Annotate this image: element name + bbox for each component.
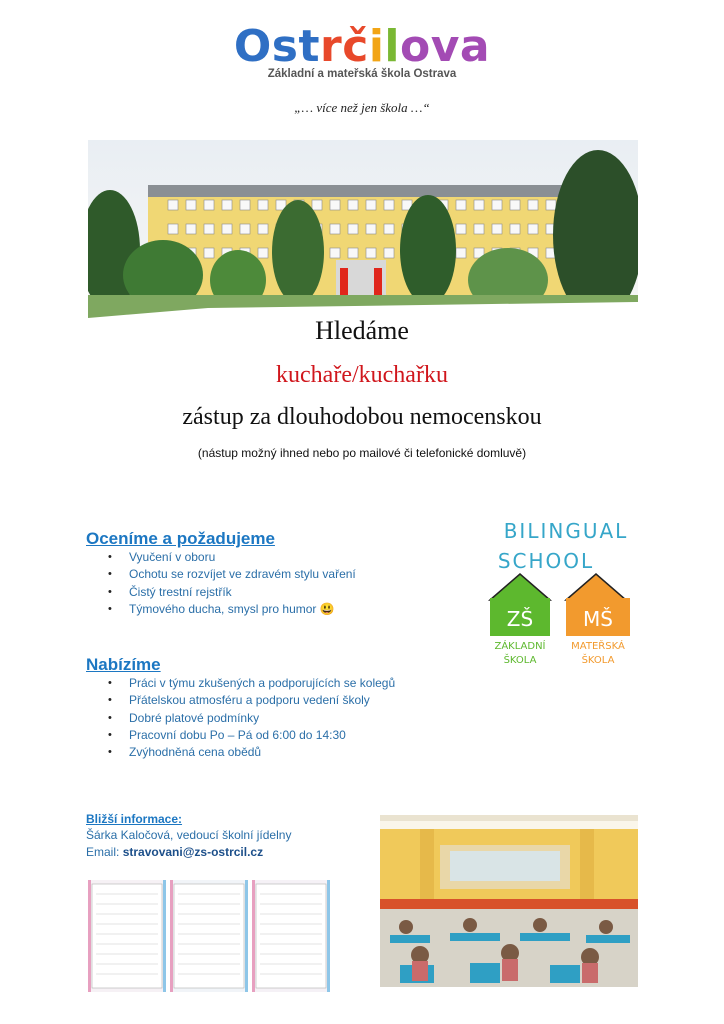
contact-title: Bližší informace:: [86, 812, 183, 826]
email-link[interactable]: stravovani@zs-ostrcil.cz: [122, 845, 264, 859]
badge-ms-label1: MATEŘSKÁ: [571, 641, 625, 652]
badge-bilingual-text: BILINGUAL: [503, 519, 629, 543]
contact-person: Šárka Kaločová, vedoucí školní jídelny: [86, 828, 292, 842]
list-item: • Pracovní dobu Po – Pá od 6:00 do 14:30: [108, 727, 395, 744]
requirements-title: Oceníme a požadujeme: [86, 529, 275, 548]
list-item: • Práci v týmu zkušených a podporujících se kolegů: [108, 675, 395, 692]
logo-letter: v: [430, 21, 460, 72]
headline-seeking: Hledáme: [315, 316, 409, 345]
school-building-photo: [88, 140, 638, 323]
canteen-photo: [380, 815, 638, 987]
logo-letter: o: [400, 21, 431, 72]
headline-position: kuchaře/kuchařku: [276, 362, 448, 388]
logo-letter: i: [368, 21, 385, 72]
logo-letter: O: [233, 21, 272, 72]
logo-letter: s: [271, 21, 299, 72]
logo-letter: č: [342, 21, 369, 72]
logo-wordmark: [0, 22, 724, 72]
logo-subtitle: Základní a mateřská škola Ostrava: [267, 68, 457, 80]
motto: „… více než jen škola …“: [294, 100, 430, 115]
list-item: • Ochotu se rozvíjet ve zdravém stylu vaření: [108, 566, 356, 583]
logo-letter: a: [459, 21, 491, 72]
badge-zs-label1: ZÁKLADNÍ: [494, 641, 546, 652]
menu-sheets-image: [88, 880, 330, 992]
headline-substitute: zástup za dlouhodobou nemocenskou: [182, 404, 542, 430]
badge-school-text: SCHOOL: [497, 549, 595, 573]
list-item: • Dobré platové podmínky: [108, 710, 395, 727]
offer-title: Nabízíme: [86, 655, 161, 674]
offer-list: [108, 675, 395, 761]
requirements-list: [108, 549, 356, 618]
bilingual-school-badge: [486, 514, 646, 670]
contact-email-line: [86, 845, 263, 859]
badge-ms-label2: ŠKOLA: [581, 655, 615, 666]
list-item: • Týmového ducha, smysl pro humor 😃: [108, 601, 356, 618]
badge-zs-text: ZŠ: [506, 607, 534, 631]
list-item: • Zvýhodněná cena obědů: [108, 744, 395, 761]
list-item: • Vyučení v oboru: [108, 549, 356, 566]
start-date-note: (nástup možný ihned nebo po mailové či telefonické domluvě): [197, 446, 527, 460]
school-logo: [0, 22, 724, 80]
list-item: • Čistý trestní rejstřík: [108, 584, 356, 601]
logo-letter: t: [298, 21, 321, 72]
logo-letter: r: [320, 21, 343, 72]
list-item: • Přátelskou atmosféru a podporu vedení školy: [108, 692, 395, 709]
email-label: Email:: [86, 845, 123, 859]
badge-ms-text: MŠ: [583, 607, 613, 631]
logo-letter: l: [384, 21, 400, 72]
badge-zs-label2: ŠKOLA: [503, 655, 537, 666]
